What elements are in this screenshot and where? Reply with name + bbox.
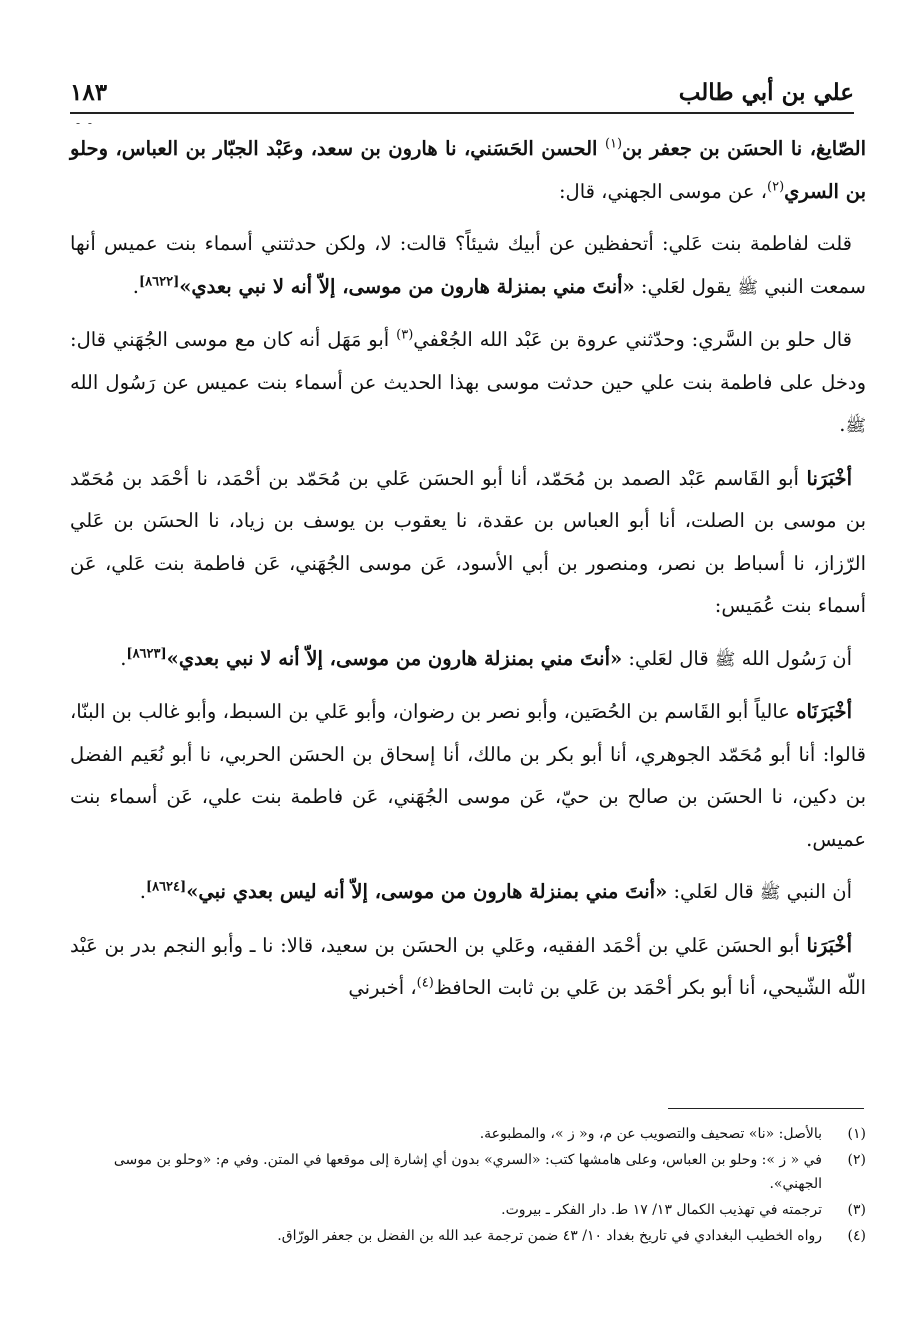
hadith-quote: «أنتَ مني بمنزلة هارون من موسى، إلاّ أنه لا نبي بعدي» [166, 646, 623, 670]
footnote-number: (٤) [847, 1228, 866, 1244]
footnote-marker-3: (٣) [396, 327, 414, 343]
paragraph-2-end: . [132, 274, 139, 298]
paragraph-4-text: أبو القَاسم عَبْد الصمد بن مُحَمّد، أنا أبو الحسَن عَلي بن مُحَمّد بن أحْمَد، نا أحْمَد بن مُحَمّد بن موسى بن الصلت، أنا أبو العباس بن عقدة، نا يعقوب بن يوسف بن زياد، نا الحسَن بن عَلي الرّزاز، نا أسباط بن نصر، ومنصور بن أبي الأسود، عَن موسى الجُهَني، عَن فاطمة بنت عَلي، عَن أسماء بنت عُمَيس: [70, 466, 866, 617]
paragraph-3 [70, 319, 866, 448]
paragraph-3-end: . [839, 413, 846, 436]
paragraph-5-text-b: قال لعَلي: [622, 646, 715, 670]
footnote-4 [70, 1224, 866, 1248]
hadith-number: [٨٦٢٣] [126, 646, 167, 661]
salutation-glyph: ﷺ [737, 277, 759, 298]
paragraph-1-end: ، عن موسى الجهني، قال: [558, 179, 768, 203]
salutation-glyph: ﷺ [714, 649, 736, 670]
salutation-glyph: ﷺ [845, 416, 866, 436]
paragraph-1 [70, 128, 866, 213]
paragraph-6-text: عالياً أبو القَاسم بن الحُصَين، وأبو نصر بن رضوان، وأبو عَلي بن السبط، وأبو غالب بن البنّا، قالوا: أنا أبو مُحَمّد الجوهري، أنا أبو بكر بن مالك، أنا إسحاق بن الحسَن الحربي، نا أبو نُعَيم الفضل بن دكين، نا الحسَن بن صالح بن حيّ، عَن موسى الجُهَني، عَن فاطمة بنت علي، عَن أسماء بنت عميس. [70, 700, 866, 851]
isnad-lead: أخْبَرَنا [806, 933, 852, 957]
footnote-text: بالأصل: «نا» تصحيف والتصويب عن م، و« ز »، والمطبوعة. [479, 1126, 822, 1142]
header-dash: - - [76, 116, 94, 130]
page-number: ١٨٣ [70, 79, 108, 106]
footnote-number: (١) [847, 1126, 866, 1142]
hadith-quote: «أنتَ مني بمنزلة هارون من موسى، إلاّ أنه لا نبي بعدي» [179, 274, 635, 298]
footnote-text: في « ز »: وحلو بن العباس، وعلى هامشها كتب: «السري» بدون أي إشارة إلى موقعها في المتن. وفي م: «وحلو بن موسى الجهني». [113, 1152, 822, 1192]
footnote-text: رواه الخطيب البغدادي في تاريخ بغداد ١٠/ ٤٣ ضمن ترجمة عبد الله بن الفضل بن جعفر الورّاق. [277, 1228, 822, 1244]
paragraph-1-name: الحسن الحَسَني، نا هارون بن سعد، وعَبْد الجبّار بن العباس، وحلو بن السري [70, 137, 866, 203]
paragraph-1-lead: الصّايغ، نا الحسَن بن جعفر بن [622, 137, 867, 160]
paragraph-5-text: أن رَسُول الله [735, 646, 852, 670]
paragraph-5 [70, 638, 866, 682]
paragraph-8-end: ، أخبرني [348, 976, 417, 999]
footnotes [70, 1122, 866, 1250]
paragraph-7-end: . [139, 880, 146, 903]
isnad-lead: أخْبَرَنَاه [796, 700, 852, 723]
footnote-separator [668, 1108, 864, 1109]
hadith-quote: «أنتَ مني بمنزلة هارون من موسى، إلاّ أنه ليس بعدي نبي» [186, 880, 668, 903]
paragraph-5-end: . [120, 646, 127, 670]
footnote-3 [70, 1198, 866, 1222]
paragraph-2-text-b: يقول لعَلي: [634, 274, 738, 298]
main-text [70, 128, 866, 1020]
running-title: علي بن أبي طالب [678, 79, 854, 106]
paragraph-6 [70, 691, 866, 861]
paragraph-7 [70, 871, 866, 915]
paragraph-8-text: أبو الحسَن عَلي بن أحْمَد الفقيه، وعَلي بن الحسَن بن سعيد، قالا: نا ـ وأبو النجم بدر بن عَبْد اللّه الشّيحي، أنا أبو بكر أحْمَد بن عَلي بن ثابت الحافظ [70, 933, 866, 999]
footnote-number: (٢) [847, 1152, 866, 1168]
isnad-lead: أخْبَرَنا [806, 466, 852, 490]
footnote-number: (٣) [847, 1202, 866, 1218]
footnote-1 [70, 1122, 866, 1146]
paragraph-7-text: أن النبي [780, 880, 852, 903]
paragraph-4 [70, 458, 866, 628]
paragraph-3-text: قال حلو بن السَّري: وحدّثني عروة بن عَبْد الله الجُعْفي [413, 328, 852, 351]
salutation-glyph: ﷺ [759, 883, 781, 903]
paragraph-3-text-b: أبو مَهَل أنه كان مع موسى الجُهَني قال: ودخل على فاطمة بنت علي حين حدثت موسى بهذا الحديث عن أسماء بنت عميس عن رَسُول الله [70, 328, 866, 394]
footnote-marker-4: (٤) [416, 975, 434, 991]
hadith-number: [٨٦٢٢] [138, 274, 180, 289]
paragraph-2 [70, 223, 866, 309]
paragraph-8 [70, 925, 866, 1010]
footnote-2 [70, 1148, 866, 1196]
paragraph-7-text-b: قال لعَلي: [667, 880, 760, 903]
footnote-marker-1: (١) [604, 136, 623, 152]
running-header [70, 62, 854, 114]
paragraph-2-text: قلت لفاطمة بنت عَلي: أتحفظين عن أبيك شيئاً؟ قالت: لا، ولكن حدثتني أسماء بنت عميس أنها سمعت النبي [70, 232, 866, 298]
hadith-number: [٨٦٢٤] [145, 879, 187, 895]
footnote-marker-2: (٢) [767, 179, 785, 194]
footnote-text: ترجمته في تهذيب الكمال ١٣/ ١٧ ط. دار الفكر ـ بيروت. [501, 1202, 822, 1218]
